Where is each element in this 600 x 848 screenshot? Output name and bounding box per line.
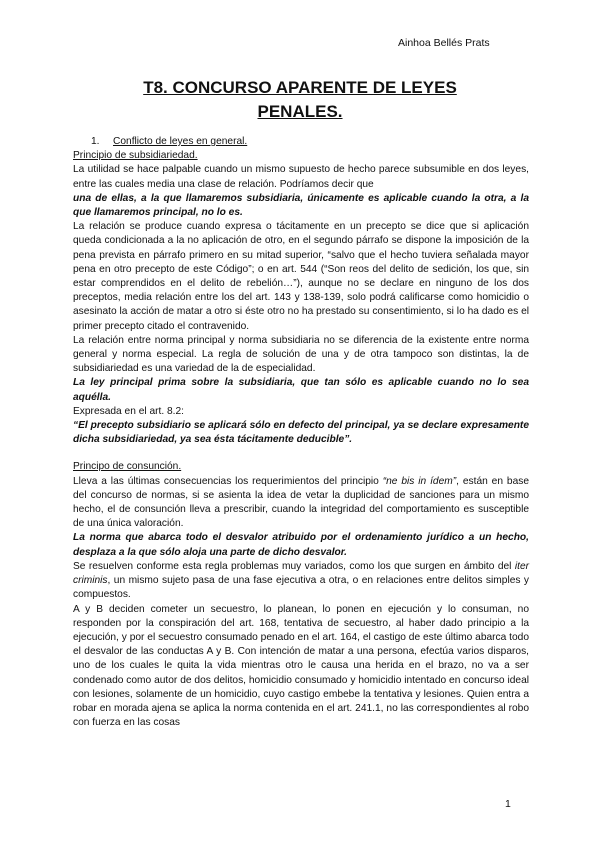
paragraph: La utilidad se hace palpable cuando un mismo supuesto de hecho parece subsumible en dos leyes, entre las cuales media una clase de relación. Podríamos decir que: [73, 164, 529, 190]
legal-quote: “El precepto subsidiario se aplicará sólo en defecto del principal, ya se declare expresamente dicha subsidiariedad, ya sea ésta tácitamente deducible”.: [73, 420, 529, 446]
bold-statement: La ley principal prima sobre la subsidiaria, que tan sólo es aplicable cuando no lo sea aquélla.: [73, 377, 529, 403]
section-number: 1.: [91, 136, 100, 147]
consuncion-heading: Principo de consunción.: [73, 461, 182, 473]
title-line-2: PENALES.: [257, 102, 343, 121]
paragraph: Expresada en el art. 8.2:: [73, 405, 184, 417]
latin-phrase: iter criminis: [73, 560, 529, 587]
section-heading: [73, 135, 529, 149]
paragraph: La relación se produce cuando expresa o tácitamente en un precepto se dice que si aplicación queda condicionada a la no aplicación de otro, en el segundo párrafo se dispone la imposición de la pena prevista en párrafo primero en su mitad superior, “salvo que el hecho tuviera señalada mayor pena en otro precepto de este Código”; o en art. 544 (“Son reos del delito de sedición, los que, sin estar comprendidos en el delito de rebelión…”), aunque no se declare en ninguno de los dos preceptos, media relación entre los del art. 143 y 138-139, solo podrá calificarse como homicidio o asesinato la acción de matar a otro si éste otro no ha prestado su consentimiento, si lo ha dado es el primer precepto citado el contravenido.: [73, 221, 529, 332]
paragraph: Lleva a las últimas consecuencias los requerimientos del principio “ne bis in ídem”, están en base del concurso de normas, si se asienta la idea de vetar la duplicidad de sanciones para un mismo hecho, el de consunción lleva a prescribir, cuando la integridad del comportamiento es susceptible de una única valoración.: [73, 475, 529, 530]
document-body: [73, 135, 529, 730]
section-title: Conflicto de leyes en general.: [113, 136, 248, 147]
header-author: Ainhoa Bellés Prats: [398, 37, 490, 49]
paragraph: A y B deciden cometer un secuestro, lo planean, lo ponen en ejecución y lo consuman, no responden por la conspiración del art. 168, tentativa de secuestro, al haber dado principio a la ejecución, y por el secuestro consumado penado en el art. 164, el castigo de este último abarca todo el desvalor de las conductas A y B. Con intención de matar a una persona, efectúa varios disparos, uno de los cuales le quita la vida mientras otro le causa una herida en el brazo, no va a ser condenado como autor de dos delitos, homicidio consumado y homicidio intentado en concurso ideal con lesiones, solamente de un homicidio, cuyo castigo embebe la tentativa y lesiones. Quien entra a robar en morada ajena se aplica la norma contenida en el art. 241.1, no las correspondientes al robo con fuerza en las cosas: [73, 603, 529, 729]
paragraph: Se resuelven conforme esta regla problemas muy variados, como los que surgen en ámbito del iter criminis, un mismo sujeto pasa de una fase ejecutiva a otra, o en relaciones entre delitos simples y compuestos.: [73, 560, 529, 601]
bold-statement: una de ellas, a la que llamaremos subsidiaria, únicamente es aplicable cuando la otra, a la que llamaremos principal, no lo es.: [73, 192, 529, 219]
page-number: 1: [505, 798, 511, 810]
title-line-1: T8. CONCURSO APARENTE DE LEYES: [143, 78, 457, 97]
page-title: [60, 76, 540, 124]
latin-phrase: “ne bis in ídem”: [382, 475, 457, 487]
paragraph: La relación entre norma principal y norma subsidiaria no se diferencia de la existente entre norma general y norma especial. La regla de solución de una y de otra tampoco son distintas, la de subsidiariedad es una variedad de la de especialidad.: [73, 334, 529, 375]
subsidiariedad-heading: Principio de subsidiariedad.: [73, 150, 198, 162]
spacer: [73, 447, 529, 460]
bold-statement: La norma que abarca todo el desvalor atribuido por el ordenamiento jurídico a un hecho, desplaza a la que sólo aloja una parte de dicho desvalor.: [73, 532, 529, 558]
